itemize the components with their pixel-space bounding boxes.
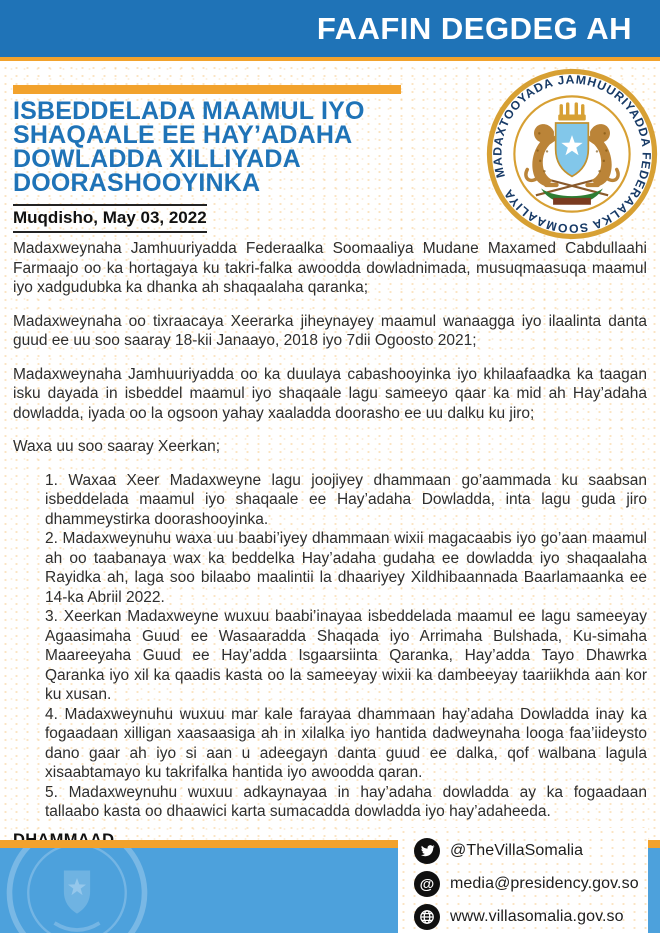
- twitter-handle[interactable]: @TheVillaSomalia: [450, 842, 584, 859]
- banner-title: FAAFIN DEGDEG AH: [316, 11, 632, 46]
- email-contact[interactable]: [414, 871, 648, 897]
- top-banner: [0, 0, 660, 57]
- website-contact[interactable]: [414, 904, 648, 930]
- seal-watermark-icon: [2, 848, 152, 933]
- body-paragraph: Madaxweynaha Jamhuuriyadda Federaalka Soomaaliya Mudane Maxamed Cabdullaahi Farmaajo oo ka hortagaya ku takri-falka awoodda dowladnimada, musuqmaasuqa maamul iyo xadgudubka ka dhanka ah shaqaalaha qaranka;: [13, 240, 647, 296]
- twitter-contact[interactable]: [414, 838, 648, 864]
- body-paragraph: Madaxweynaha oo tixraacaya Xeerarka jiheynayey maamul wanaagga iyo ilaalinta danta guud ee uu soo saaray 18-kii Janaayo, 2018 iyo 7dii Ogoosto 2021;: [13, 312, 647, 349]
- seal-circular-text: MADAXTOOYADA JAMHUURIYADDA FEDERAALKA SOOMAALIYA: [490, 72, 654, 236]
- email-address[interactable]: media@presidency.gov.so: [450, 875, 639, 892]
- document-body: [13, 239, 647, 850]
- banner-underline: [0, 57, 660, 61]
- twitter-icon: [414, 838, 440, 864]
- decree-item: 3. Xeerkan Madaxweyne wuxuu baabi’inayaa isbeddelada maamul ee lagu sameeyay Agaasimaha Guud ee Wasaaradda Shaqada iyo Arrimaha Bulshada, Ku-simaha Maareeyaha Guud ee Hay’adda Isgaarsiinta Qaranka, Hay’adda Tayo Dhawrka Qaranka iyo xil ka qaadis kasta oo la sameeyay wixii ka dambeeyay taariikhda aan kor ku xusan.: [45, 608, 647, 703]
- footer: [0, 840, 660, 933]
- seal-ribbon: [553, 198, 591, 205]
- body-paragraph: Madaxweynaha Jamhuuriyadda oo ka duulaya cabashooyinka iyo khilaafaadka ka taagan isku dayada in isbeddel maamul iyo shaqaale lagu sameeyo qaar ka mid ah Hay’adaha dowladda, iyada oo la ogsoon yahay xaaladda doorasho ee uu dalku ku jiro;: [13, 365, 647, 422]
- globe-icon: [414, 904, 440, 930]
- decree-list: [45, 471, 647, 822]
- title-accent-bar: [13, 85, 401, 94]
- decree-item: 5. Madaxweynuhu wuxuu adkaynayaa in hay’adaha dowladda ay ka fogaadaan tallaabo kasta oo dhaawici karta sumacadda dowladda iyo hay’adaheeda.: [45, 783, 647, 820]
- decree-item: 1. Waxaa Xeer Madaxweyne lagu joojiyey dhammaan go’aammada ku saabsan isbeddelada maamul iyo shaqaale ee Hay’adaha Dowladda, inta lagu guda jiro dhammeystirka doorashooyinka.: [45, 471, 647, 528]
- at-sign-icon: @: [414, 871, 440, 897]
- contact-box: [398, 828, 648, 933]
- body-paragraph: Waxa uu soo saaray Xeerkan;: [13, 438, 221, 455]
- presidential-seal: [486, 68, 658, 240]
- website-url[interactable]: www.villasomalia.gov.so: [450, 908, 624, 925]
- decree-item: 2. Madaxweynuhu waxa uu baabi’iyey dhammaan wixii magacaabis iyo go’aan maamul ah oo taabanaya wax ka beddelka Hay’adaha gudaha ee dowladda iyo shaqaalaha Rayidka ah, laga soo bilaabo maalintii la dhaariyey Xildhibaannada Baarlamaanka ee 14-ka Abriil 2022.: [45, 530, 647, 606]
- dateline: Muqdisho, May 03, 2022: [13, 204, 207, 233]
- document-title: ISBEDDELADA MAAMUL IYO SHAQAALE EE HAY’ADAHA DOWLADDA XILLIYADA DOORASHOOYINKA: [13, 97, 365, 197]
- decree-item: 4. Madaxweynuhu wuxuu mar kale farayaa dhammaan hay’adaha Dowladda inay ka fogaadaan xilligan xaasaasiga ah in xilalka iyo hantida dadweynaha looga faa’iideysto dano gaar ah iyo si aan u adeegayn danta guud ee dalka, qof walbana lagula xisaabtamayo ku takrifalka hantida iyo awoodda qaran.: [45, 705, 647, 781]
